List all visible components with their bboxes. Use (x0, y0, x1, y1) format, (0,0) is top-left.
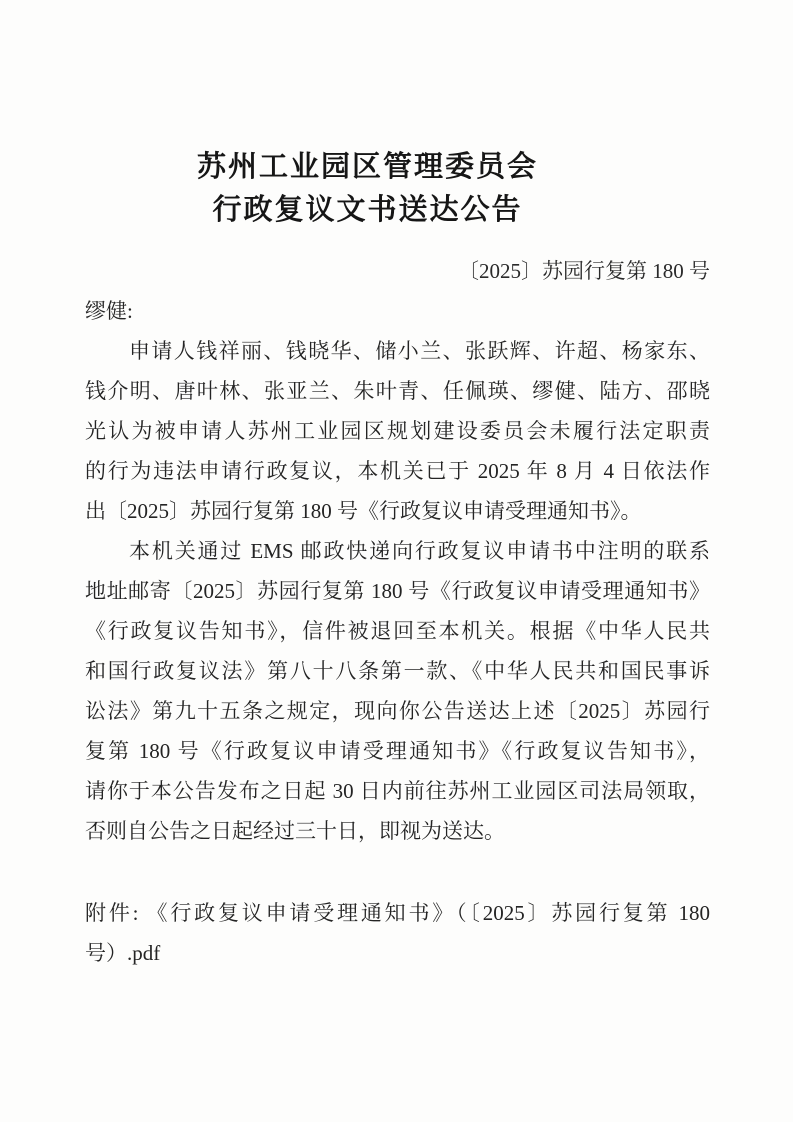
body-line-1: 申请人钱祥丽、钱晓华、储小兰、张跃辉、许超、杨家东、 (129, 339, 710, 363)
body-line-6: 本机关通过 EMS 邮政快递向行政复议申请书中注明的联系 (129, 539, 710, 563)
body-line-2: 钱介明、唐叶林、张亚兰、朱叶青、任佩瑛、缪健、陆方、邵晓 (85, 379, 710, 403)
title-line-2: 行政复议文书送达公告 (212, 194, 523, 226)
body-line-3: 光认为被申请人苏州工业园区规划建设委员会未履行法定职责 (85, 419, 710, 443)
body-line-4: 的行为违法申请行政复议，本机关已于 2025 年 8 月 4 日依法作 (85, 459, 710, 483)
attachment-line-1: 附件: 《行政复议申请受理通知书》（〔2025〕苏园行复第 180 (85, 901, 710, 925)
body-line-7: 地址邮寄〔2025〕苏园行复第 180 号《行政复议申请受理通知书》 (85, 579, 710, 603)
body-line-9: 和国行政复议法》第八十八条第一款、《中华人民共和国民事诉 (85, 659, 710, 683)
body-line-13: 否则自公告之日起经过三十日，即视为送达。 (85, 819, 505, 843)
document-title (85, 146, 650, 232)
body-line-12: 请你于本公告发布之日起 30 日内前往苏州工业园区司法局领取， (85, 779, 710, 803)
body-line-10: 讼法》第九十五条之规定，现向你公告送达上述〔2025〕苏园行 (85, 699, 710, 723)
body-line-8: 《行政复议告知书》，信件被退回至本机关。根据《中华人民共 (85, 619, 710, 643)
attachment-line-2: 号）.pdf (85, 941, 161, 965)
attachment-section (85, 893, 710, 973)
document-body (85, 291, 710, 973)
salutation: 缪健: (85, 299, 133, 323)
body-line-5: 出〔2025〕苏园行复第 180 号《行政复议申请受理通知书》。 (85, 499, 642, 523)
document-reference-number: 〔2025〕苏园行复第 180 号 (458, 259, 710, 283)
title-line-1: 苏州工业园区管理委员会 (196, 151, 538, 183)
body-line-11: 复第 180 号《行政复议申请受理通知书》《行政复议告知书》， (85, 739, 710, 763)
